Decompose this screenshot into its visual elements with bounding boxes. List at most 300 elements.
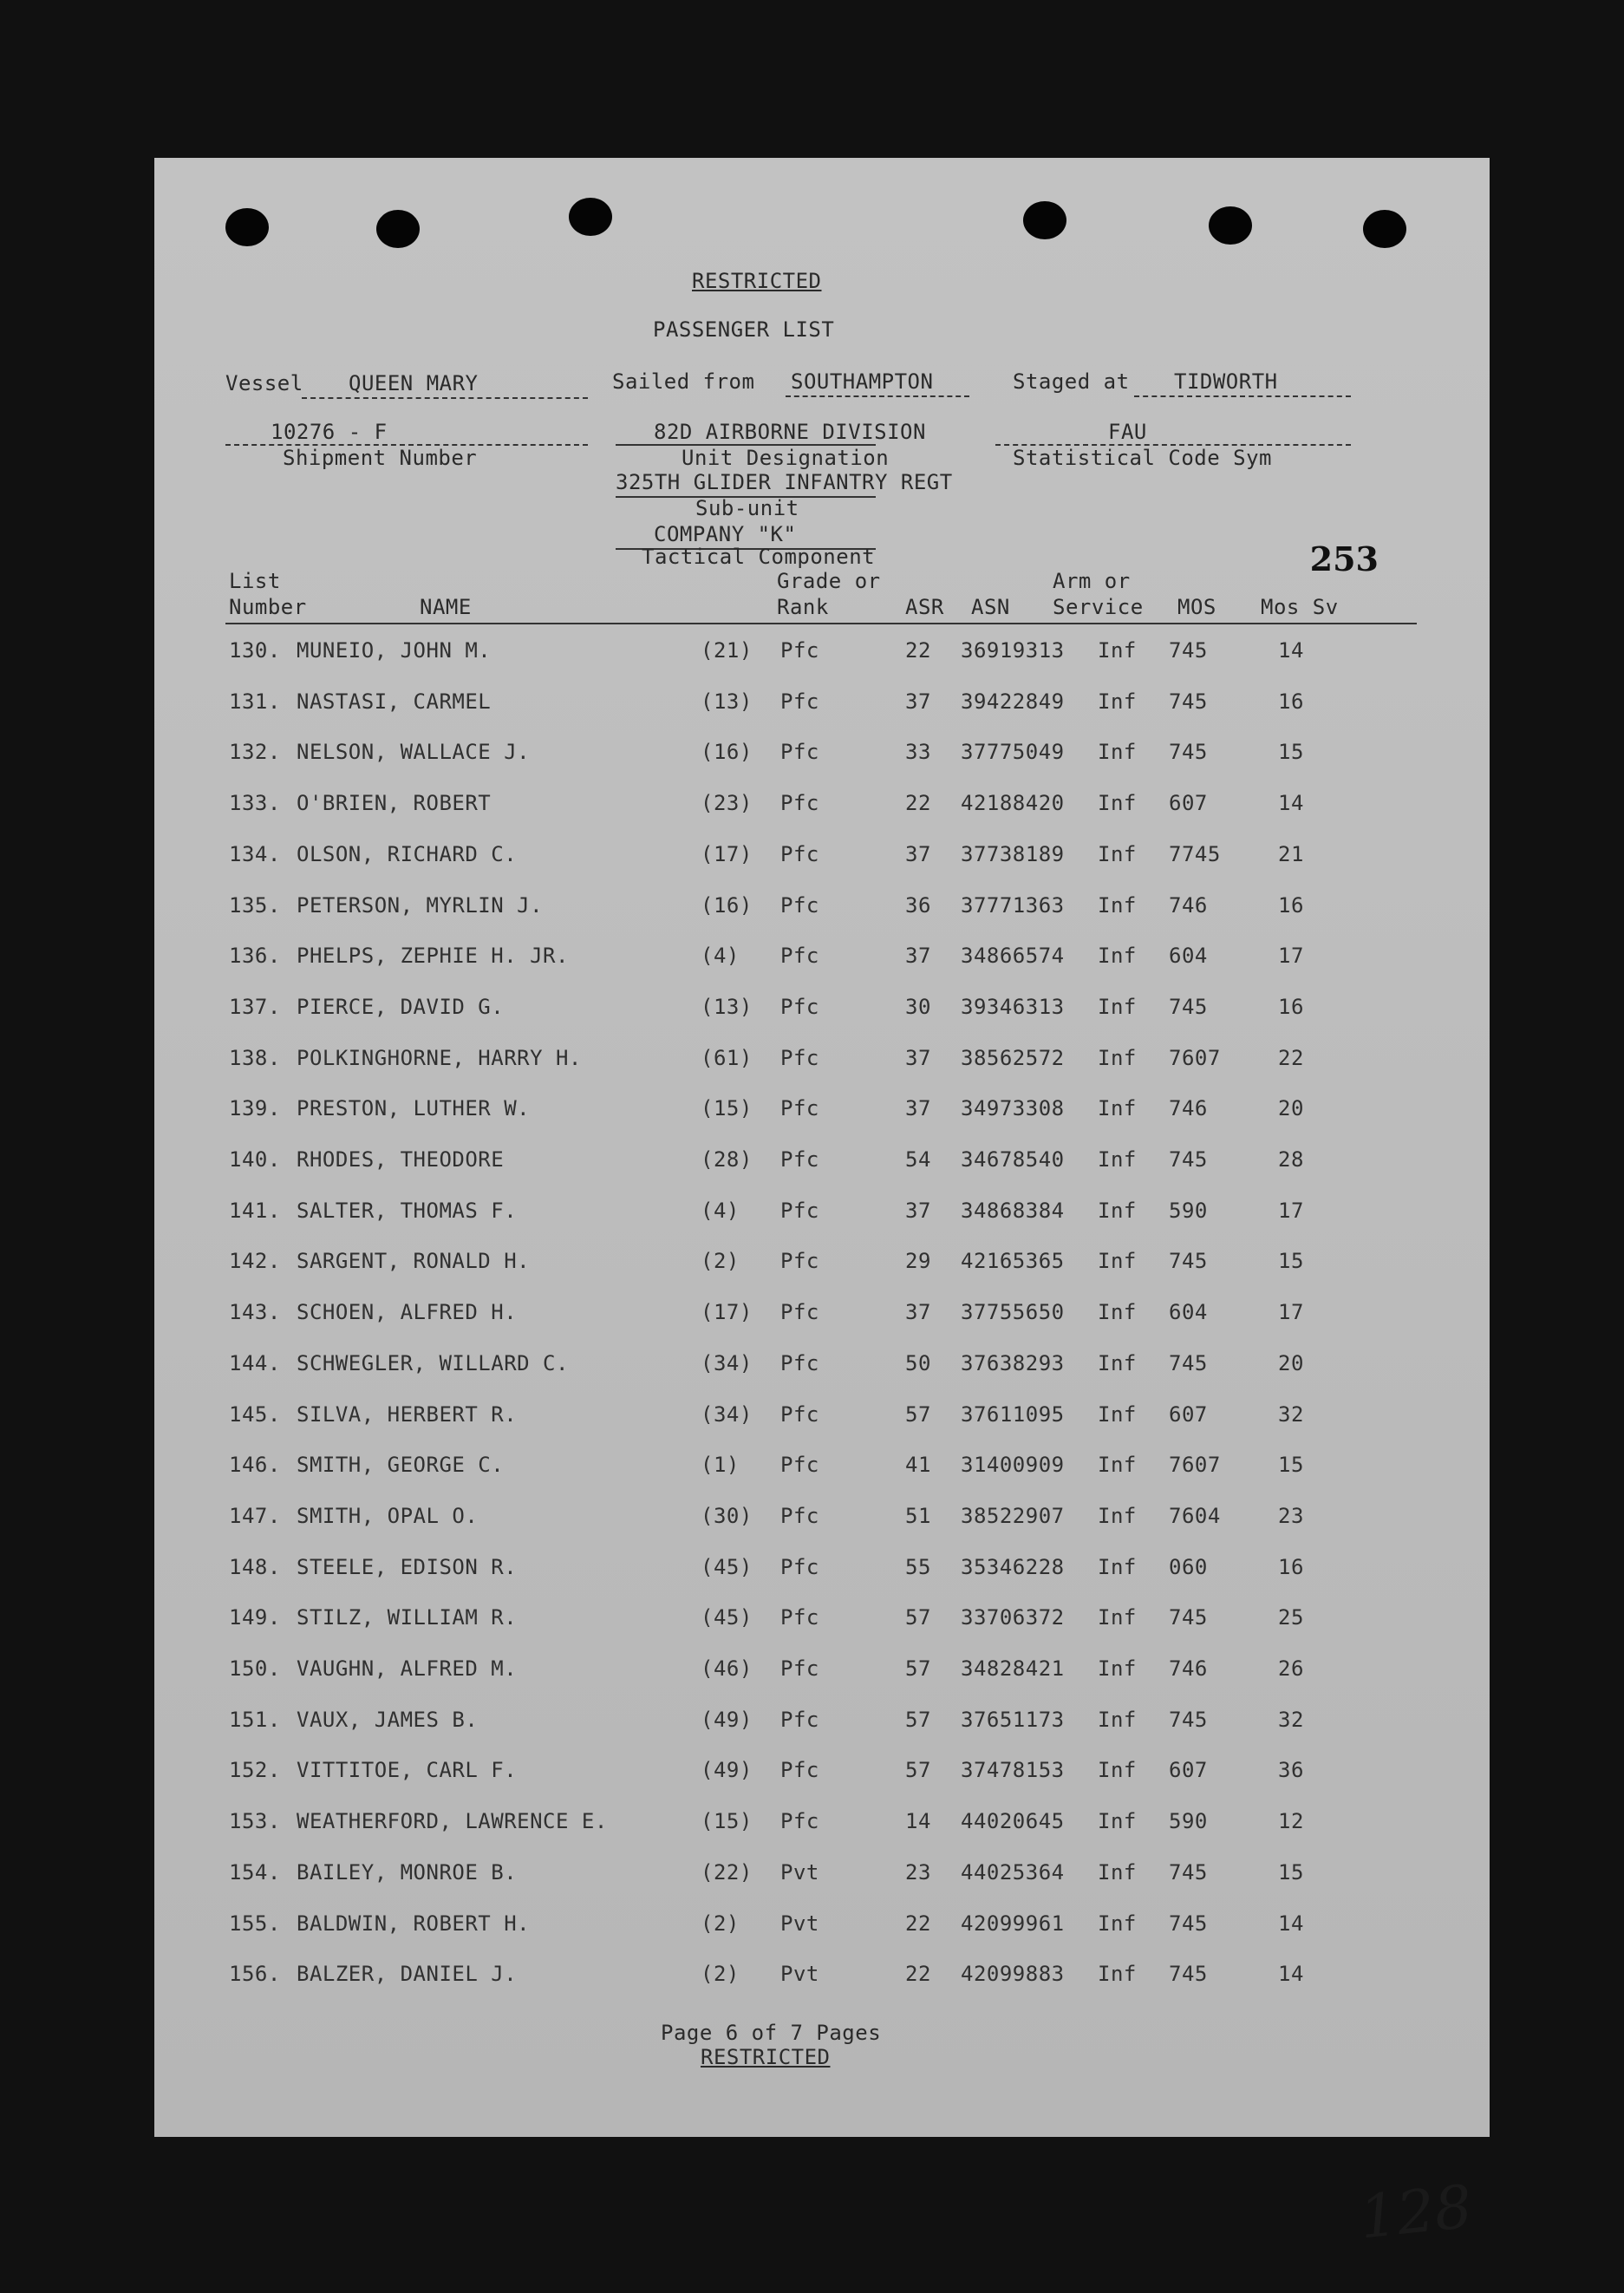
cell-asr: 22 (905, 1962, 931, 1987)
cell-asr: 37 (905, 841, 931, 866)
cell-mos: 745 (1169, 638, 1208, 663)
cell-arm-service: Inf (1098, 1198, 1137, 1223)
cell-rank: Pfc (780, 1656, 819, 1681)
cell-rank: Pfc (780, 1249, 819, 1274)
cell-asn: 38562572 (961, 1045, 1065, 1070)
cell-mos: 607 (1169, 1401, 1208, 1427)
cell-asr: 54 (905, 1147, 931, 1172)
cell-mos-sv: 14 (1278, 1962, 1304, 1987)
table-row (154, 842, 1490, 873)
cell-asn: 34868384 (961, 1198, 1065, 1223)
cell-list-number: 148. (229, 1554, 281, 1579)
cell-list-number: 138. (229, 1045, 281, 1070)
cell-passenger-name: PHELPS, ZEPHIE H. JR. (297, 944, 569, 969)
cell-passenger-name: SMITH, OPAL O. (297, 1503, 479, 1528)
cell-mos-sv: 36 (1278, 1758, 1304, 1783)
cell-arm-service: Inf (1098, 1605, 1137, 1630)
cell-asr: 57 (905, 1605, 931, 1630)
cell-passenger-name: SCHWEGLER, WILLARD C. (297, 1350, 569, 1375)
cell-asn: 34973308 (961, 1096, 1065, 1121)
cell-asr: 57 (905, 1707, 931, 1732)
document-title: PASSENGER LIST (653, 317, 835, 342)
cell-count: (13) (701, 689, 753, 714)
staged-at-value: TIDWORTH (1174, 369, 1278, 394)
page-stamp-number: 253 (1309, 539, 1379, 578)
cell-count: (13) (701, 994, 753, 1019)
cell-rank: Pfc (780, 841, 819, 866)
sailed-from-line (786, 395, 969, 397)
cell-mos-sv: 17 (1278, 1300, 1304, 1325)
cell-count: (49) (701, 1758, 753, 1783)
cell-rank: Pfc (780, 944, 819, 969)
cell-list-number: 137. (229, 994, 281, 1019)
cell-asn: 37611095 (961, 1401, 1065, 1427)
cell-passenger-name: VAUX, JAMES B. (297, 1707, 479, 1732)
cell-asr: 36 (905, 892, 931, 918)
cell-mos: 745 (1169, 1962, 1208, 1987)
cell-count: (34) (701, 1350, 753, 1375)
cell-asr: 22 (905, 1911, 931, 1936)
cell-count: (4) (701, 944, 740, 969)
cell-asn: 37651173 (961, 1707, 1065, 1732)
cell-mos: 745 (1169, 1605, 1208, 1630)
cell-rank: Pfc (780, 1503, 819, 1528)
cell-arm-service: Inf (1098, 1249, 1137, 1274)
cell-count: (17) (701, 1300, 753, 1325)
cell-passenger-name: MUNEIO, JOHN M. (297, 638, 492, 663)
cell-asn: 37771363 (961, 892, 1065, 918)
cell-count: (30) (701, 1503, 753, 1528)
sailed-from-label: Sailed from (612, 369, 755, 394)
cell-list-number: 153. (229, 1809, 281, 1834)
cell-mos: 746 (1169, 1096, 1208, 1121)
cell-mos: 745 (1169, 1350, 1208, 1375)
punch-hole (1209, 206, 1252, 245)
cell-rank: Pfc (780, 1350, 819, 1375)
statistical-code-value: FAU (1108, 420, 1147, 444)
cell-count: (21) (701, 638, 753, 663)
cell-count: (23) (701, 791, 753, 816)
cell-count: (61) (701, 1045, 753, 1070)
restricted-footer: RESTRICTED (701, 2045, 831, 2069)
sailed-from-value: SOUTHAMPTON (791, 369, 934, 394)
cell-mos-sv: 16 (1278, 689, 1304, 714)
cell-mos: 7607 (1169, 1453, 1221, 1478)
cell-mos-sv: 25 (1278, 1605, 1304, 1630)
cell-list-number: 143. (229, 1300, 281, 1325)
table-row (154, 791, 1490, 822)
cell-list-number: 142. (229, 1249, 281, 1274)
cell-list-number: 132. (229, 740, 281, 765)
cell-rank: Pvt (780, 1962, 819, 1987)
cell-arm-service: Inf (1098, 944, 1137, 969)
vessel-value: QUEEN MARY (349, 371, 479, 395)
cell-rank: Pfc (780, 994, 819, 1019)
cell-asn: 34678540 (961, 1147, 1065, 1172)
cell-passenger-name: WEATHERFORD, LAWRENCE E. (297, 1809, 608, 1834)
table-row (154, 1453, 1490, 1484)
cell-asr: 37 (905, 1198, 931, 1223)
cell-asr: 37 (905, 944, 931, 969)
cell-passenger-name: STILZ, WILLIAM R. (297, 1605, 518, 1630)
cell-arm-service: Inf (1098, 1350, 1137, 1375)
cell-count: (34) (701, 1401, 753, 1427)
cell-list-number: 136. (229, 944, 281, 969)
cell-count: (49) (701, 1707, 753, 1732)
cell-count: (2) (701, 1249, 740, 1274)
cell-mos-sv: 15 (1278, 1453, 1304, 1478)
cell-passenger-name: NELSON, WALLACE J. (297, 740, 531, 765)
cell-rank: Pfc (780, 1758, 819, 1783)
header-underline (225, 623, 1417, 624)
cell-count: (2) (701, 1962, 740, 1987)
col-list-number: List (229, 569, 281, 593)
cell-list-number: 152. (229, 1758, 281, 1783)
shipment-number-value: 10276 - F (271, 420, 388, 444)
cell-asn: 38522907 (961, 1503, 1065, 1528)
cell-count: (1) (701, 1453, 740, 1478)
punch-hole (225, 208, 269, 246)
cell-asn: 34828421 (961, 1656, 1065, 1681)
col-arm: Arm or (1053, 569, 1131, 593)
cell-passenger-name: SMITH, GEORGE C. (297, 1453, 505, 1478)
cell-mos: 745 (1169, 1911, 1208, 1936)
table-row (154, 1605, 1490, 1636)
cell-rank: Pfc (780, 1605, 819, 1630)
cell-list-number: 150. (229, 1656, 281, 1681)
table-row (154, 1046, 1490, 1077)
vessel-line (302, 397, 588, 399)
table-row (154, 1096, 1490, 1127)
table-row (154, 1504, 1490, 1535)
cell-arm-service: Inf (1098, 892, 1137, 918)
cell-mos-sv: 22 (1278, 1045, 1304, 1070)
cell-asn: 31400909 (961, 1453, 1065, 1478)
cell-passenger-name: RHODES, THEODORE (297, 1147, 505, 1172)
cell-list-number: 131. (229, 689, 281, 714)
cell-count: (15) (701, 1809, 753, 1834)
table-row (154, 1351, 1490, 1382)
cell-asr: 41 (905, 1453, 931, 1478)
cell-asr: 33 (905, 740, 931, 765)
punch-hole (1363, 210, 1406, 248)
cell-passenger-name: SARGENT, RONALD H. (297, 1249, 531, 1274)
cell-list-number: 135. (229, 892, 281, 918)
col-arm-2: Service (1053, 595, 1144, 619)
cell-passenger-name: BALZER, DANIEL J. (297, 1962, 518, 1987)
cell-mos-sv: 20 (1278, 1350, 1304, 1375)
cell-list-number: 154. (229, 1859, 281, 1885)
cell-list-number: 134. (229, 841, 281, 866)
cell-arm-service: Inf (1098, 1656, 1137, 1681)
cell-asn: 33706372 (961, 1605, 1065, 1630)
cell-arm-service: Inf (1098, 1707, 1137, 1732)
cell-rank: Pfc (780, 1554, 819, 1579)
table-row (154, 1758, 1490, 1789)
cell-mos: 745 (1169, 740, 1208, 765)
table-row (154, 638, 1490, 670)
cell-list-number: 147. (229, 1503, 281, 1528)
cell-arm-service: Inf (1098, 1096, 1137, 1121)
cell-rank: Pvt (780, 1911, 819, 1936)
cell-asn: 34866574 (961, 944, 1065, 969)
cell-asr: 37 (905, 689, 931, 714)
cell-arm-service: Inf (1098, 1453, 1137, 1478)
tactical-component-label: Tactical Component (642, 545, 876, 569)
cell-count: (28) (701, 1147, 753, 1172)
shipment-number-label: Shipment Number (283, 446, 478, 470)
cell-rank: Pfc (780, 892, 819, 918)
cell-mos: 745 (1169, 689, 1208, 714)
cell-rank: Pfc (780, 638, 819, 663)
table-row (154, 1300, 1490, 1331)
cell-arm-service: Inf (1098, 994, 1137, 1019)
staged-at-label: Staged at (1013, 369, 1130, 394)
cell-list-number: 151. (229, 1707, 281, 1732)
col-mos: MOS (1177, 595, 1216, 619)
cell-mos-sv: 15 (1278, 1249, 1304, 1274)
cell-list-number: 140. (229, 1147, 281, 1172)
cell-rank: Pfc (780, 1198, 819, 1223)
cell-passenger-name: NASTASI, CARMEL (297, 689, 492, 714)
cell-arm-service: Inf (1098, 638, 1137, 663)
col-asr: ASR (905, 595, 944, 619)
cell-list-number: 155. (229, 1911, 281, 1936)
cell-count: (16) (701, 892, 753, 918)
cell-rank: Pfc (780, 1707, 819, 1732)
cell-asn: 44020645 (961, 1809, 1065, 1834)
sub-unit-label: Sub-unit (695, 496, 799, 520)
cell-mos-sv: 16 (1278, 892, 1304, 918)
cell-asr: 22 (905, 791, 931, 816)
unit-designation-label: Unit Designation (682, 446, 890, 470)
cell-asn: 42099961 (961, 1911, 1065, 1936)
cell-mos-sv: 14 (1278, 638, 1304, 663)
staged-at-line (1134, 395, 1351, 397)
cell-asn: 37738189 (961, 841, 1065, 866)
cell-arm-service: Inf (1098, 740, 1137, 765)
cell-asn: 42165365 (961, 1249, 1065, 1274)
table-row (154, 1708, 1490, 1739)
cell-mos: 745 (1169, 1249, 1208, 1274)
cell-rank: Pfc (780, 1147, 819, 1172)
cell-count: (46) (701, 1656, 753, 1681)
punch-hole (376, 210, 420, 248)
cell-mos: 604 (1169, 944, 1208, 969)
table-row (154, 893, 1490, 924)
cell-asn: 39346313 (961, 994, 1065, 1019)
table-row (154, 995, 1490, 1026)
cell-mos-sv: 32 (1278, 1707, 1304, 1732)
cell-passenger-name: SALTER, THOMAS F. (297, 1198, 518, 1223)
cell-passenger-name: PIERCE, DAVID G. (297, 994, 505, 1019)
cell-asr: 51 (905, 1503, 931, 1528)
cell-arm-service: Inf (1098, 1911, 1137, 1936)
cell-asr: 37 (905, 1096, 931, 1121)
table-row (154, 740, 1490, 771)
cell-asr: 57 (905, 1758, 931, 1783)
col-mos-sv: Mos Sv (1261, 595, 1339, 619)
table-row (154, 1656, 1490, 1688)
cell-rank: Pfc (780, 1300, 819, 1325)
cell-mos-sv: 17 (1278, 944, 1304, 969)
col-grade: Grade or (777, 569, 881, 593)
cell-list-number: 133. (229, 791, 281, 816)
cell-passenger-name: PRESTON, LUTHER W. (297, 1096, 531, 1121)
cell-count: (45) (701, 1554, 753, 1579)
cell-arm-service: Inf (1098, 1045, 1137, 1070)
cell-count: (16) (701, 740, 753, 765)
unit-designation-value: 82D AIRBORNE DIVISION (654, 420, 926, 444)
table-row (154, 1402, 1490, 1434)
cell-mos-sv: 17 (1278, 1198, 1304, 1223)
vessel-label: Vessel (225, 371, 303, 395)
cell-count: (4) (701, 1198, 740, 1223)
cell-arm-service: Inf (1098, 1809, 1137, 1834)
cell-mos-sv: 20 (1278, 1096, 1304, 1121)
cell-passenger-name: OLSON, RICHARD C. (297, 841, 518, 866)
cell-mos-sv: 26 (1278, 1656, 1304, 1681)
cell-asr: 37 (905, 1045, 931, 1070)
cell-asr: 14 (905, 1809, 931, 1834)
cell-count: (2) (701, 1911, 740, 1936)
table-row (154, 1860, 1490, 1891)
cell-passenger-name: PETERSON, MYRLIN J. (297, 892, 544, 918)
cell-count: (15) (701, 1096, 753, 1121)
cell-list-number: 130. (229, 638, 281, 663)
table-row (154, 1249, 1490, 1280)
cell-passenger-name: SCHOEN, ALFRED H. (297, 1300, 518, 1325)
cell-rank: Pvt (780, 1859, 819, 1885)
cell-asn: 35346228 (961, 1554, 1065, 1579)
cell-rank: Pfc (780, 740, 819, 765)
document-page (154, 158, 1490, 2253)
cell-asr: 57 (905, 1656, 931, 1681)
cell-asn: 44025364 (961, 1859, 1065, 1885)
cell-arm-service: Inf (1098, 689, 1137, 714)
cell-arm-service: Inf (1098, 1503, 1137, 1528)
col-grade-2: Rank (777, 595, 829, 619)
cell-passenger-name: POLKINGHORNE, HARRY H. (297, 1045, 582, 1070)
cell-mos-sv: 12 (1278, 1809, 1304, 1834)
cell-passenger-name: STEELE, EDISON R. (297, 1554, 518, 1579)
table-row (154, 1555, 1490, 1586)
cell-mos: 7607 (1169, 1045, 1221, 1070)
table-row (154, 1809, 1490, 1840)
cell-mos: 607 (1169, 791, 1208, 816)
col-list-number-2: Number (229, 595, 307, 619)
punch-hole (569, 198, 612, 236)
cell-mos-sv: 16 (1278, 994, 1304, 1019)
cell-list-number: 145. (229, 1401, 281, 1427)
cell-count: (22) (701, 1859, 753, 1885)
cell-rank: Pfc (780, 1045, 819, 1070)
cell-mos-sv: 28 (1278, 1147, 1304, 1172)
cell-arm-service: Inf (1098, 1300, 1137, 1325)
cell-count: (17) (701, 841, 753, 866)
table-row (154, 1911, 1490, 1943)
cell-mos: 746 (1169, 892, 1208, 918)
cell-rank: Pfc (780, 1809, 819, 1834)
cell-rank: Pfc (780, 791, 819, 816)
cell-mos: 590 (1169, 1809, 1208, 1834)
cell-list-number: 156. (229, 1962, 281, 1987)
cell-mos-sv: 15 (1278, 740, 1304, 765)
cell-passenger-name: O'BRIEN, ROBERT (297, 791, 492, 816)
cell-list-number: 139. (229, 1096, 281, 1121)
table-row (154, 1199, 1490, 1230)
cell-passenger-name: VAUGHN, ALFRED M. (297, 1656, 518, 1681)
table-row (154, 689, 1490, 721)
handwritten-number: 128 (1356, 2172, 1476, 2253)
cell-arm-service: Inf (1098, 791, 1137, 816)
cell-mos: 607 (1169, 1758, 1208, 1783)
cell-count: (45) (701, 1605, 753, 1630)
tactical-component-value: COMPANY "K" (654, 522, 797, 546)
cell-passenger-name: BALDWIN, ROBERT H. (297, 1911, 531, 1936)
statistical-code-label: Statistical Code Sym (1013, 446, 1272, 470)
cell-mos: 604 (1169, 1300, 1208, 1325)
cell-list-number: 141. (229, 1198, 281, 1223)
cell-mos: 7604 (1169, 1503, 1221, 1528)
punch-hole (1023, 201, 1066, 239)
cell-mos-sv: 14 (1278, 1911, 1304, 1936)
cell-asr: 57 (905, 1401, 931, 1427)
cell-mos: 746 (1169, 1656, 1208, 1681)
cell-arm-service: Inf (1098, 1147, 1137, 1172)
cell-asr: 55 (905, 1554, 931, 1579)
cell-arm-service: Inf (1098, 1962, 1137, 1987)
cell-list-number: 144. (229, 1350, 281, 1375)
page-count: Page 6 of 7 Pages (661, 2021, 882, 2045)
table-row (154, 944, 1490, 975)
cell-asr: 30 (905, 994, 931, 1019)
cell-rank: Pfc (780, 689, 819, 714)
cell-mos-sv: 23 (1278, 1503, 1304, 1528)
cell-mos: 060 (1169, 1554, 1208, 1579)
cell-arm-service: Inf (1098, 841, 1137, 866)
cell-rank: Pfc (780, 1401, 819, 1427)
cell-asr: 29 (905, 1249, 931, 1274)
cell-asn: 42099883 (961, 1962, 1065, 1987)
cell-arm-service: Inf (1098, 1859, 1137, 1885)
cell-mos: 745 (1169, 1859, 1208, 1885)
cell-asn: 37775049 (961, 740, 1065, 765)
cell-mos-sv: 21 (1278, 841, 1304, 866)
cell-asn: 37638293 (961, 1350, 1065, 1375)
col-asn: ASN (971, 595, 1010, 619)
cell-mos: 745 (1169, 1147, 1208, 1172)
cell-asr: 22 (905, 638, 931, 663)
restricted-heading: RESTRICTED (692, 269, 822, 293)
cell-arm-service: Inf (1098, 1401, 1137, 1427)
cell-passenger-name: VITTITOE, CARL F. (297, 1758, 518, 1783)
table-row (154, 1147, 1490, 1179)
cell-asn: 39422849 (961, 689, 1065, 714)
cell-asr: 37 (905, 1300, 931, 1325)
cell-asn: 42188420 (961, 791, 1065, 816)
cell-rank: Pfc (780, 1453, 819, 1478)
cell-list-number: 149. (229, 1605, 281, 1630)
cell-passenger-name: BAILEY, MONROE B. (297, 1859, 518, 1885)
cell-passenger-name: SILVA, HERBERT R. (297, 1401, 518, 1427)
cell-mos-sv: 15 (1278, 1859, 1304, 1885)
cell-rank: Pfc (780, 1096, 819, 1121)
cell-mos: 745 (1169, 994, 1208, 1019)
sub-unit-value: 325TH GLIDER INFANTRY REGT (616, 470, 953, 494)
cell-arm-service: Inf (1098, 1758, 1137, 1783)
cell-asn: 37755650 (961, 1300, 1065, 1325)
